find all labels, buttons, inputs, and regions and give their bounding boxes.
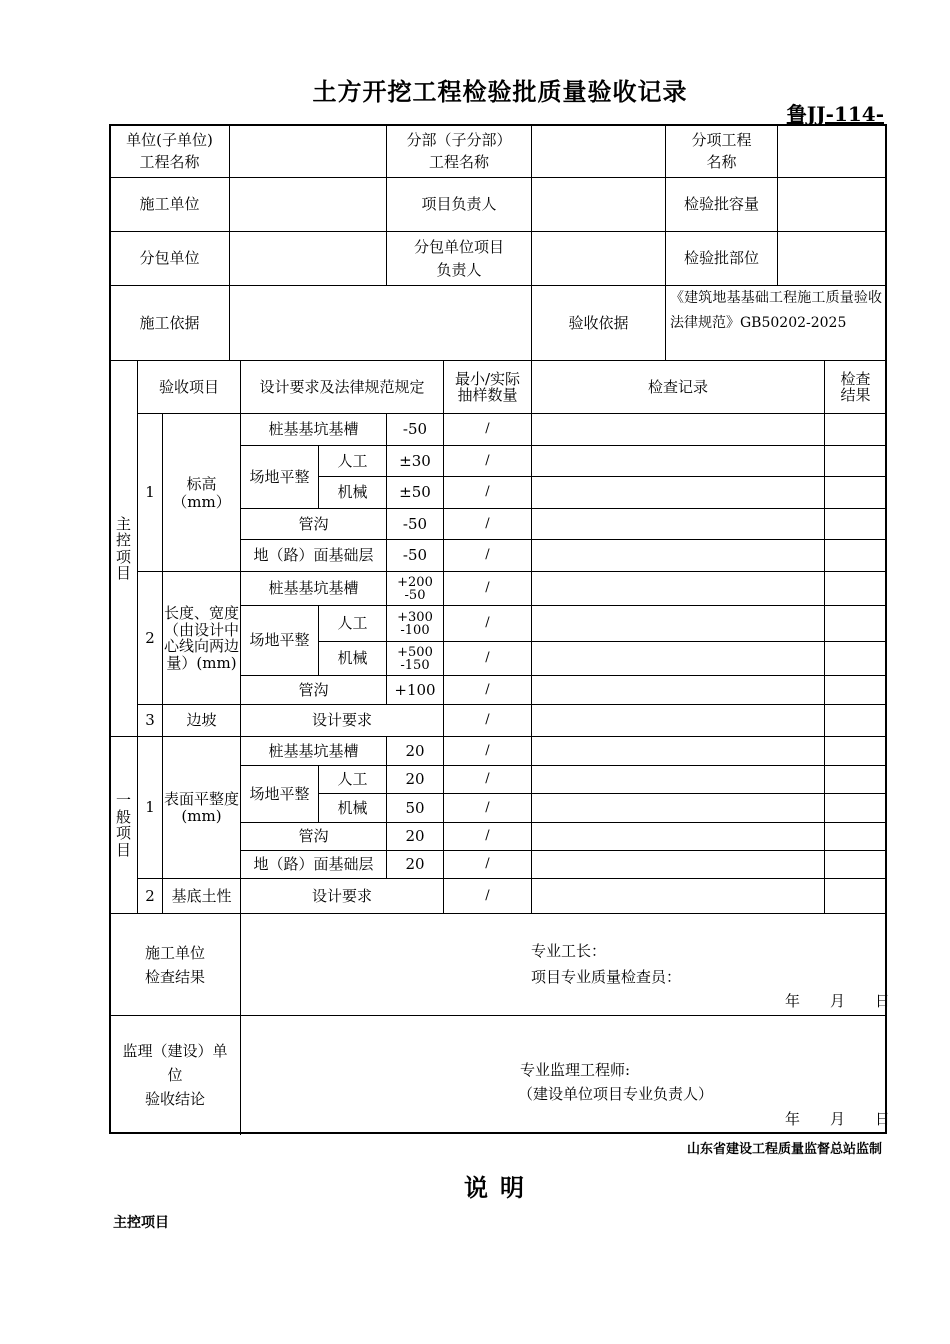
basis-label: 施工依据 [139, 313, 200, 332]
row-value: 50 [405, 798, 425, 817]
row-value: +200 -50 [397, 574, 433, 603]
constructor-result-label: 施工单位 检查结果 [144, 943, 205, 986]
row-sample: / [485, 828, 490, 844]
subitem-label: 分项工程 名称 [691, 130, 752, 171]
general-item-flatness: 表面平整度(mm) [163, 790, 239, 825]
batch-part-label: 检验批部位 [683, 249, 759, 268]
row-value: -50 [402, 514, 428, 533]
row-value: ±50 [399, 483, 431, 502]
general-item-label: 一 般 项 目 [115, 791, 131, 859]
col-record: 检查记录 [647, 377, 708, 396]
main-item-1-no: 1 [145, 483, 155, 502]
vline [824, 360, 825, 913]
row-name: 人工 [337, 770, 368, 789]
row-value: +100 [394, 680, 436, 699]
foreman-label: 专业工长： [531, 942, 607, 960]
main-item-3-no: 3 [145, 711, 155, 730]
sub-leader-label: 分包单位项目 负责人 [413, 238, 504, 279]
page-title: 土方开挖工程检验批质量验收记录 [312, 77, 688, 106]
row-name: 管沟 [298, 827, 329, 846]
supervising-org: 山东省建设工程质量监督总站监制 [686, 1142, 882, 1157]
main-control-label: 主 控 项 目 [115, 514, 131, 582]
main-control-subheading: 主控项目 [113, 1215, 169, 1231]
vline [229, 124, 230, 360]
row-name: 桩基基坑基槽 [268, 420, 359, 439]
row-sample: / [485, 771, 490, 787]
main-item-slope: 边坡 [186, 711, 217, 730]
row-sample: / [485, 580, 490, 596]
row-name: 桩基基坑基槽 [268, 579, 359, 598]
accept-basis-label: 验收依据 [568, 313, 629, 332]
row-value: -50 [402, 420, 428, 439]
row-value: 20 [405, 855, 425, 874]
general-item-2-no: 2 [145, 886, 155, 905]
vline [531, 360, 532, 913]
row-sample: / [485, 547, 490, 563]
inspector-label: 项目专业质量检查员： [531, 968, 682, 986]
row-sample: / [485, 615, 490, 631]
site-leveling-label: 场地平整 [249, 631, 310, 650]
row-sample: / [485, 484, 490, 500]
site-leveling-label: 场地平整 [249, 784, 310, 803]
row-value: -50 [402, 546, 428, 565]
explanation-heading: 说明 [464, 1173, 536, 1202]
row-name: 机械 [337, 649, 368, 668]
row-name: 机械 [337, 798, 368, 817]
row-value: 20 [405, 827, 425, 846]
col-item: 验收项目 [158, 377, 219, 396]
row-sample: / [485, 452, 490, 468]
batch-capacity-label: 检验批容量 [683, 195, 759, 214]
row-value: 20 [405, 741, 425, 760]
general-item-soil: 基底土性 [171, 886, 232, 905]
col-design: 设计要求及法律规范规定 [259, 377, 425, 396]
row-name: 桩基基坑基槽 [268, 741, 359, 760]
engineer-label: 专业监理工程师: [520, 1061, 631, 1079]
row-name: 地（路）面基础层 [253, 855, 374, 874]
row-value: 20 [405, 770, 425, 789]
main-item-2-no: 2 [145, 628, 155, 647]
col-result: 检查 结果 [840, 369, 871, 404]
row-sample: / [485, 712, 490, 728]
row-sample: / [485, 856, 490, 872]
division-label: 分部（子分部） 工程名称 [406, 130, 512, 171]
row-sample: / [485, 650, 490, 666]
accept-basis-value: 《建筑地基基础工程施工质量验收法律规范》GB50202-2025 [670, 290, 882, 331]
row-design: 设计要求 [311, 711, 372, 730]
row-name: 地（路）面基础层 [253, 546, 374, 565]
row-sample: / [485, 799, 490, 815]
vline [777, 124, 778, 285]
constructor-label: 施工单位 [139, 195, 200, 214]
owner-label: （建设单位项目专业负责人） [518, 1085, 714, 1103]
row-name: 人工 [337, 614, 368, 633]
main-item-elevation: 标高 （mm） [172, 474, 231, 511]
row-name: 管沟 [298, 680, 329, 699]
col-sample: 最小/实际 抽样数量 [454, 369, 521, 404]
project-leader-label: 项目负责人 [421, 195, 497, 214]
supervisor-conclusion-label: 监理（建设）单 位 验收结论 [122, 1041, 228, 1108]
row-name: 人工 [337, 451, 368, 470]
row-sample: / [485, 887, 490, 903]
constructor-date: 年 月 日 [785, 992, 891, 1010]
unit-name-label: 单位(子单位) 工程名称 [126, 130, 213, 171]
row-name: 机械 [337, 483, 368, 502]
row-design: 设计要求 [311, 886, 372, 905]
supervisor-date: 年 月 日 [785, 1110, 891, 1128]
form-code: 鲁JJ-114- [786, 102, 884, 126]
row-value: +500 -150 [397, 644, 433, 673]
row-sample: / [485, 515, 490, 531]
row-sample: / [485, 421, 490, 437]
row-sample: / [485, 681, 490, 697]
row-value: +300 -100 [397, 609, 433, 638]
site-leveling-label: 场地平整 [249, 467, 310, 486]
row-value: ±30 [399, 451, 431, 470]
main-item-length: 长度、宽度（由设计中心线向两边量）(mm) [164, 604, 240, 672]
general-item-1-no: 1 [145, 798, 155, 817]
subcontractor-label: 分包单位 [139, 249, 200, 268]
row-name: 管沟 [298, 514, 329, 533]
row-sample: / [485, 742, 490, 758]
